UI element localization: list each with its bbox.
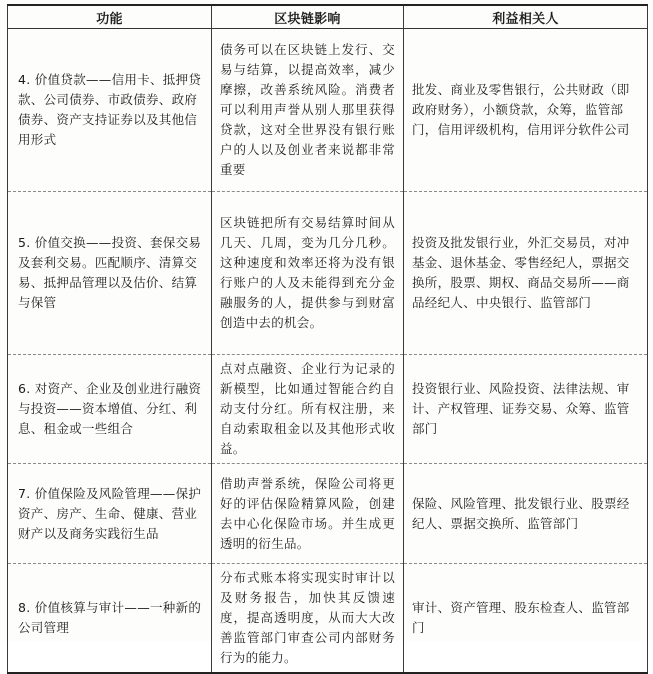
stakeholders-cell: 保险、风险管理、批发银行业、股票经纪人、票据交换所、监管部门: [404, 464, 648, 564]
function-cell: 8. 价值核算与审计——一种新的公司管理: [8, 564, 212, 674]
stakeholders-cell: 批发、商业及零售银行，公共财政（即政府财务），小额贷款，众筹，监管部门，信用评级机构，信用评分软件公司: [404, 29, 648, 192]
stakeholders-cell: 投资及批发银行业，外汇交易员，对冲基金、退休基金、零售经纪人，票据交换所，股票、期权、商品交易所——商品经纪人、中央银行、监管部门: [404, 192, 648, 355]
impact-cell: 点对点融资、企业行为记录的新模型，比如通过智能合约自动支付分红。所有权注册，来自动索取租金以及其他形式收益。: [212, 355, 404, 464]
function-cell: 7. 价值保险及风险管理——保护资产、房产、生命、健康、营业财产以及商务实践衍生品: [8, 464, 212, 564]
table-body: [8, 29, 648, 674]
impact-cell: 债务可以在区块链上发行、交易与结算，以提高效率，减少摩擦，改善系统风险。消费者可以利用声誉从别人那里获得贷款，这对全世界没有银行账户的人以及创业者来说都非常重要: [212, 29, 404, 192]
header-row: [8, 5, 648, 29]
table-row: [8, 192, 648, 355]
header-blockchain-impact: 区块链影响: [212, 5, 404, 29]
function-cell: 5. 价值交换——投资、套保交易及套利交易。匹配顺序、清算交易、抵押品管理以及估价、结算与保管: [8, 192, 212, 355]
header-function: 功能: [8, 5, 212, 29]
stakeholders-cell: 投资银行业、风险投资、法律法规、审计、产权管理、证券交易、众筹、监管部门: [404, 355, 648, 464]
blockchain-finance-table: [7, 4, 648, 674]
table-row: [8, 564, 648, 674]
stakeholders-cell: 审计、资产管理、股东检查人、监管部门: [404, 564, 648, 674]
impact-cell: 分布式账本将实现实时审计以及财务报告，加快其反馈速度，提高透明度，从而大大改善监管部门审查公司内部财务行为的能力。: [212, 564, 404, 674]
impact-cell: 区块链把所有交易结算时间从几天、几周，变为几分几秒。这种速度和效率还将为没有银行账户的人及未能得到充分金融服务的人，提供参与到财富创造中去的机会。: [212, 192, 404, 355]
function-cell: 6. 对资产、企业及创业进行融资与投资——资本增值、分红、利息、租金或一些组合: [8, 355, 212, 464]
table-row: [8, 29, 648, 192]
table-row: [8, 464, 648, 564]
function-cell: 4. 价值贷款——信用卡、抵押贷款、公司债券、市政债券、政府债券、资产支持证券以及其他信用形式: [8, 29, 212, 192]
table-header: [8, 5, 648, 29]
table-row: [8, 355, 648, 464]
header-stakeholders: 利益相关人: [404, 5, 648, 29]
impact-cell: 借助声誉系统，保险公司将更好的评估保险精算风险，创建去中心化保险市场。并生成更透明的衍生品。: [212, 464, 404, 564]
